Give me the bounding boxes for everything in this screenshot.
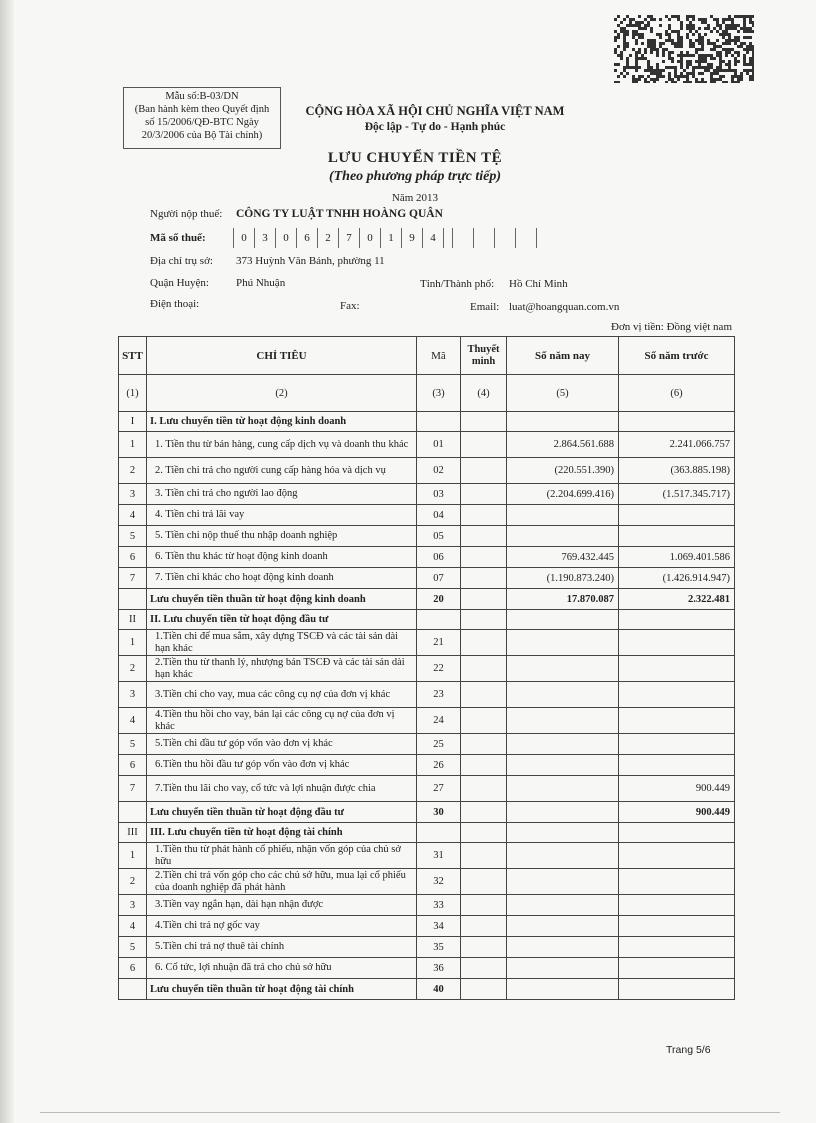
page-number: Trang 5/6 [666, 1044, 711, 1056]
table-row [119, 776, 735, 802]
table-row [119, 630, 735, 656]
current-year-cell [507, 755, 619, 776]
current-year-cell [507, 708, 619, 734]
stt-cell: 5 [119, 734, 147, 755]
table-row [119, 682, 735, 708]
stt-cell [119, 802, 147, 823]
header-item: CHỈ TIÊU [147, 337, 417, 375]
province-value: Hồ Chí Minh [509, 278, 568, 290]
stt-cell: 3 [119, 682, 147, 708]
item-label-cell: Lưu chuyển tiền thuần từ hoạt động đầu tư [147, 802, 417, 823]
table-row [119, 869, 735, 895]
item-label-cell: 3.Tiền chi cho vay, mua các công cụ nợ của đơn vị khác [147, 682, 417, 708]
taxpayer-label: Người nộp thuế: [150, 208, 223, 220]
current-year-cell [507, 505, 619, 526]
previous-year-cell [619, 610, 735, 630]
item-label-cell: 5. Tiền chi nộp thuế thu nhập doanh nghiệp [147, 526, 417, 547]
code-cell: 34 [417, 916, 461, 937]
code-cell [417, 610, 461, 630]
tax-code-digit: 1 [380, 228, 401, 248]
section-row [119, 823, 735, 843]
current-year-cell [507, 656, 619, 682]
tax-code-digit: 3 [254, 228, 275, 248]
item-label-cell: 2.Tiền chi trả vốn góp cho các chủ sở hữu, mua lại cổ phiếu của doanh nghiệp đã phát hành [147, 869, 417, 895]
table-row [119, 656, 735, 682]
current-year-cell [507, 526, 619, 547]
code-cell: 03 [417, 484, 461, 505]
tax-code-digit [494, 228, 515, 248]
current-year-cell [507, 937, 619, 958]
stt-cell: 6 [119, 755, 147, 776]
previous-year-cell [619, 937, 735, 958]
note-cell [461, 610, 507, 630]
current-year-cell: (1.190.873.240) [507, 568, 619, 589]
note-cell [461, 630, 507, 656]
colnum-4: (4) [461, 375, 507, 412]
header-current-year: Số năm nay [507, 337, 619, 375]
subtotal-row [119, 802, 735, 823]
current-year-cell: 17.870.087 [507, 589, 619, 610]
item-label-cell: II. Lưu chuyển tiền từ hoạt động đầu tư [147, 610, 417, 630]
item-label-cell: 7. Tiền chi khác cho hoạt động kinh doanh [147, 568, 417, 589]
tax-code-digit: 7 [338, 228, 359, 248]
cash-flow-table [118, 336, 735, 1000]
previous-year-cell: 900.449 [619, 776, 735, 802]
stt-cell: 4 [119, 916, 147, 937]
table-row [119, 547, 735, 568]
note-cell [461, 843, 507, 869]
note-cell [461, 547, 507, 568]
code-cell: 22 [417, 656, 461, 682]
item-label-cell: III. Lưu chuyển tiền từ hoạt động tài chính [147, 823, 417, 843]
code-cell: 20 [417, 589, 461, 610]
table-header-row [119, 337, 735, 375]
item-label-cell: 3.Tiền vay ngắn hạn, dài hạn nhận được [147, 895, 417, 916]
item-label-cell: 5.Tiền chi đầu tư góp vốn vào đơn vị khác [147, 734, 417, 755]
stt-cell: 5 [119, 937, 147, 958]
previous-year-cell [619, 916, 735, 937]
code-cell: 36 [417, 958, 461, 979]
current-year-cell: 2.864.561.688 [507, 432, 619, 458]
table-row [119, 432, 735, 458]
report-title-block [250, 150, 580, 204]
table-row [119, 568, 735, 589]
item-label-cell: I. Lưu chuyển tiền từ hoạt động kinh doanh [147, 412, 417, 432]
stt-cell: 2 [119, 656, 147, 682]
previous-year-cell [619, 734, 735, 755]
stt-cell: 2 [119, 869, 147, 895]
stt-cell: I [119, 412, 147, 432]
note-cell [461, 776, 507, 802]
note-cell [461, 656, 507, 682]
table-row [119, 708, 735, 734]
item-label-cell: 6.Tiền thu hồi đầu tư góp vốn vào đơn vị khác [147, 755, 417, 776]
note-cell [461, 802, 507, 823]
previous-year-cell [619, 843, 735, 869]
table-row [119, 755, 735, 776]
email-label: Email: [470, 301, 500, 313]
district-value: Phú Nhuận [236, 277, 286, 289]
code-cell: 07 [417, 568, 461, 589]
table-row [119, 734, 735, 755]
note-cell [461, 937, 507, 958]
code-cell: 23 [417, 682, 461, 708]
table-row [119, 526, 735, 547]
note-cell [461, 734, 507, 755]
code-cell [417, 412, 461, 432]
colnum-6: (6) [619, 375, 735, 412]
item-label-cell: 4.Tiền thu hồi cho vay, bán lại các công cụ nợ của đơn vị khác [147, 708, 417, 734]
previous-year-cell [619, 958, 735, 979]
item-label-cell: 1.Tiền chi để mua sắm, xây dựng TSCĐ và các tài sản dài hạn khác [147, 630, 417, 656]
current-year-cell [507, 682, 619, 708]
address-label: Địa chỉ trụ sở: [150, 255, 213, 267]
previous-year-cell [619, 412, 735, 432]
note-cell [461, 708, 507, 734]
item-label-cell: 4. Tiền chi trả lãi vay [147, 505, 417, 526]
tax-code-digit: 0 [233, 228, 254, 248]
stt-cell [119, 589, 147, 610]
item-label-cell: 3. Tiền chi trả cho người lao động [147, 484, 417, 505]
code-cell [417, 823, 461, 843]
stt-cell: 3 [119, 484, 147, 505]
table-row [119, 458, 735, 484]
code-cell: 32 [417, 869, 461, 895]
tax-code-digit: 9 [401, 228, 422, 248]
previous-year-cell [619, 895, 735, 916]
previous-year-cell: 1.069.401.586 [619, 547, 735, 568]
tax-code-digit [452, 228, 473, 248]
previous-year-cell [619, 656, 735, 682]
page-bottom-edge [40, 1112, 780, 1113]
current-year-cell [507, 630, 619, 656]
previous-year-cell [619, 526, 735, 547]
address-value: 373 Huỳnh Văn Bánh, phường 11 [236, 255, 385, 267]
section-row [119, 610, 735, 630]
previous-year-cell [619, 755, 735, 776]
district-label: Quận Huyện: [150, 277, 209, 289]
item-label-cell: Lưu chuyển tiền thuần từ hoạt động kinh doanh [147, 589, 417, 610]
note-cell [461, 412, 507, 432]
header-code: Mã [417, 337, 461, 375]
code-cell: 04 [417, 505, 461, 526]
form-issued-line: (Ban hành kèm theo Quyết định [134, 104, 270, 115]
table-row [119, 484, 735, 505]
code-cell: 01 [417, 432, 461, 458]
previous-year-cell: (363.885.198) [619, 458, 735, 484]
national-header [300, 104, 570, 133]
stt-cell: 7 [119, 776, 147, 802]
note-cell [461, 958, 507, 979]
scan-edge-shadow [0, 0, 14, 1123]
current-year-cell [507, 802, 619, 823]
note-cell [461, 505, 507, 526]
section-row [119, 412, 735, 432]
tax-code-digit: 2 [317, 228, 338, 248]
form-decision-line: số 15/2006/QĐ-BTC Ngày [145, 117, 259, 128]
current-year-cell [507, 610, 619, 630]
current-year-cell [507, 958, 619, 979]
note-cell [461, 568, 507, 589]
national-motto: Độc lập - Tự do - Hạnh phúc [364, 121, 506, 133]
previous-year-cell [619, 630, 735, 656]
tax-code-boxes [233, 228, 537, 248]
column-number-row [119, 375, 735, 412]
note-cell [461, 432, 507, 458]
stt-cell: 6 [119, 547, 147, 568]
stt-cell: III [119, 823, 147, 843]
item-label-cell: 2.Tiền thu từ thanh lý, nhượng bán TSCĐ và các tài sản dài hạn khác [147, 656, 417, 682]
note-cell [461, 458, 507, 484]
previous-year-cell: 900.449 [619, 802, 735, 823]
fax-label: Fax: [340, 300, 360, 312]
stt-cell: 1 [119, 432, 147, 458]
previous-year-cell: 2.241.066.757 [619, 432, 735, 458]
previous-year-cell [619, 505, 735, 526]
item-label-cell: 2. Tiền chi trả cho người cung cấp hàng hóa và dịch vụ [147, 458, 417, 484]
item-label-cell: Lưu chuyển tiền thuần từ hoạt động tài chính [147, 979, 417, 1000]
current-year-cell [507, 979, 619, 1000]
colnum-1: (1) [119, 375, 147, 412]
note-cell [461, 755, 507, 776]
code-cell: 26 [417, 755, 461, 776]
stt-cell: 1 [119, 843, 147, 869]
stt-cell: II [119, 610, 147, 630]
report-title: LƯU CHUYỂN TIỀN TỆ [327, 150, 503, 166]
item-label-cell: 1. Tiền thu từ bán hàng, cung cấp dịch vụ và doanh thu khác [147, 432, 417, 458]
current-year-cell [507, 412, 619, 432]
item-label-cell: 5.Tiền chi trả nợ thuê tài chính [147, 937, 417, 958]
table-row [119, 895, 735, 916]
previous-year-cell [619, 823, 735, 843]
code-cell: 25 [417, 734, 461, 755]
note-cell [461, 682, 507, 708]
tax-code-digit: 0 [275, 228, 296, 248]
code-cell: 06 [417, 547, 461, 568]
tax-code-digit: 4 [422, 228, 444, 248]
current-year-cell [507, 823, 619, 843]
table-body [119, 412, 735, 1000]
current-year-cell: (2.204.699.416) [507, 484, 619, 505]
table-row [119, 843, 735, 869]
form-code-line: Mẫu số:B-03/DN [165, 91, 239, 102]
report-subtitle: (Theo phương pháp trực tiếp) [328, 169, 502, 184]
previous-year-cell [619, 979, 735, 1000]
previous-year-cell: (1.426.914.947) [619, 568, 735, 589]
stt-cell [119, 979, 147, 1000]
code-cell: 33 [417, 895, 461, 916]
previous-year-cell: 2.322.481 [619, 589, 735, 610]
republic-name: CỘNG HÒA XÃ HỘI CHỦ NGHĨA VIỆT NAM [305, 104, 565, 118]
code-cell: 27 [417, 776, 461, 802]
current-year-cell: (220.551.390) [507, 458, 619, 484]
stt-cell: 4 [119, 505, 147, 526]
previous-year-cell [619, 869, 735, 895]
current-year-cell [507, 869, 619, 895]
code-cell: 05 [417, 526, 461, 547]
current-year-cell [507, 734, 619, 755]
code-cell: 30 [417, 802, 461, 823]
stt-cell: 2 [119, 458, 147, 484]
current-year-cell: 769.432.445 [507, 547, 619, 568]
previous-year-cell: (1.517.345.717) [619, 484, 735, 505]
tax-code-digit [473, 228, 494, 248]
colnum-2: (2) [147, 375, 417, 412]
header-note: Thuyết minh [461, 337, 507, 375]
header-previous-year: Số năm trước [619, 337, 735, 375]
stt-cell: 1 [119, 630, 147, 656]
phone-label: Điện thoại: [150, 298, 200, 310]
code-cell: 35 [417, 937, 461, 958]
barcode-2d-icon [614, 15, 754, 83]
table-row [119, 505, 735, 526]
currency-unit: Đơn vị tiền: Đồng việt nam [611, 321, 732, 333]
code-cell: 21 [417, 630, 461, 656]
form-template-box [123, 87, 281, 149]
current-year-cell [507, 895, 619, 916]
code-cell: 31 [417, 843, 461, 869]
header-stt: STT [119, 337, 147, 375]
stt-cell: 7 [119, 568, 147, 589]
subtotal-row [119, 589, 735, 610]
stt-cell: 5 [119, 526, 147, 547]
note-cell [461, 589, 507, 610]
form-date-line: 20/3/2006 của Bộ Tài chính) [141, 130, 263, 141]
colnum-5: (5) [507, 375, 619, 412]
item-label-cell: 4.Tiền chi trả nợ gốc vay [147, 916, 417, 937]
note-cell [461, 895, 507, 916]
taxpayer-name: CÔNG TY LUẬT TNHH HOÀNG QUÂN [236, 208, 443, 220]
item-label-cell: 6. Cổ tức, lợi nhuận đã trả cho chủ sở hữu [147, 958, 417, 979]
note-cell [461, 869, 507, 895]
note-cell [461, 526, 507, 547]
stt-cell: 4 [119, 708, 147, 734]
item-label-cell: 7.Tiền thu lãi cho vay, cổ tức và lợi nhuận được chia [147, 776, 417, 802]
report-year: Năm 2013 [391, 192, 439, 204]
note-cell [461, 484, 507, 505]
note-cell [461, 916, 507, 937]
item-label-cell: 1.Tiền thu từ phát hành cổ phiếu, nhận vốn góp của chủ sở hữu [147, 843, 417, 869]
table-row [119, 937, 735, 958]
current-year-cell [507, 776, 619, 802]
province-label: Tỉnh/Thành phố: [420, 278, 495, 290]
note-cell [461, 823, 507, 843]
table-row [119, 958, 735, 979]
tax-code-digit: 0 [359, 228, 380, 248]
current-year-cell [507, 916, 619, 937]
subtotal-row [119, 979, 735, 1000]
tax-code-label: Mã số thuế: [150, 232, 206, 244]
colnum-3: (3) [417, 375, 461, 412]
email-value: luat@hoangquan.com.vn [509, 301, 620, 313]
table-row [119, 916, 735, 937]
previous-year-cell [619, 682, 735, 708]
code-cell: 40 [417, 979, 461, 1000]
item-label-cell: 6. Tiền thu khác từ hoạt động kinh doanh [147, 547, 417, 568]
tax-code-digit: 6 [296, 228, 317, 248]
current-year-cell [507, 843, 619, 869]
stt-cell: 3 [119, 895, 147, 916]
note-cell [461, 979, 507, 1000]
previous-year-cell [619, 708, 735, 734]
stt-cell: 6 [119, 958, 147, 979]
code-cell: 02 [417, 458, 461, 484]
tax-code-digit [515, 228, 537, 248]
code-cell: 24 [417, 708, 461, 734]
